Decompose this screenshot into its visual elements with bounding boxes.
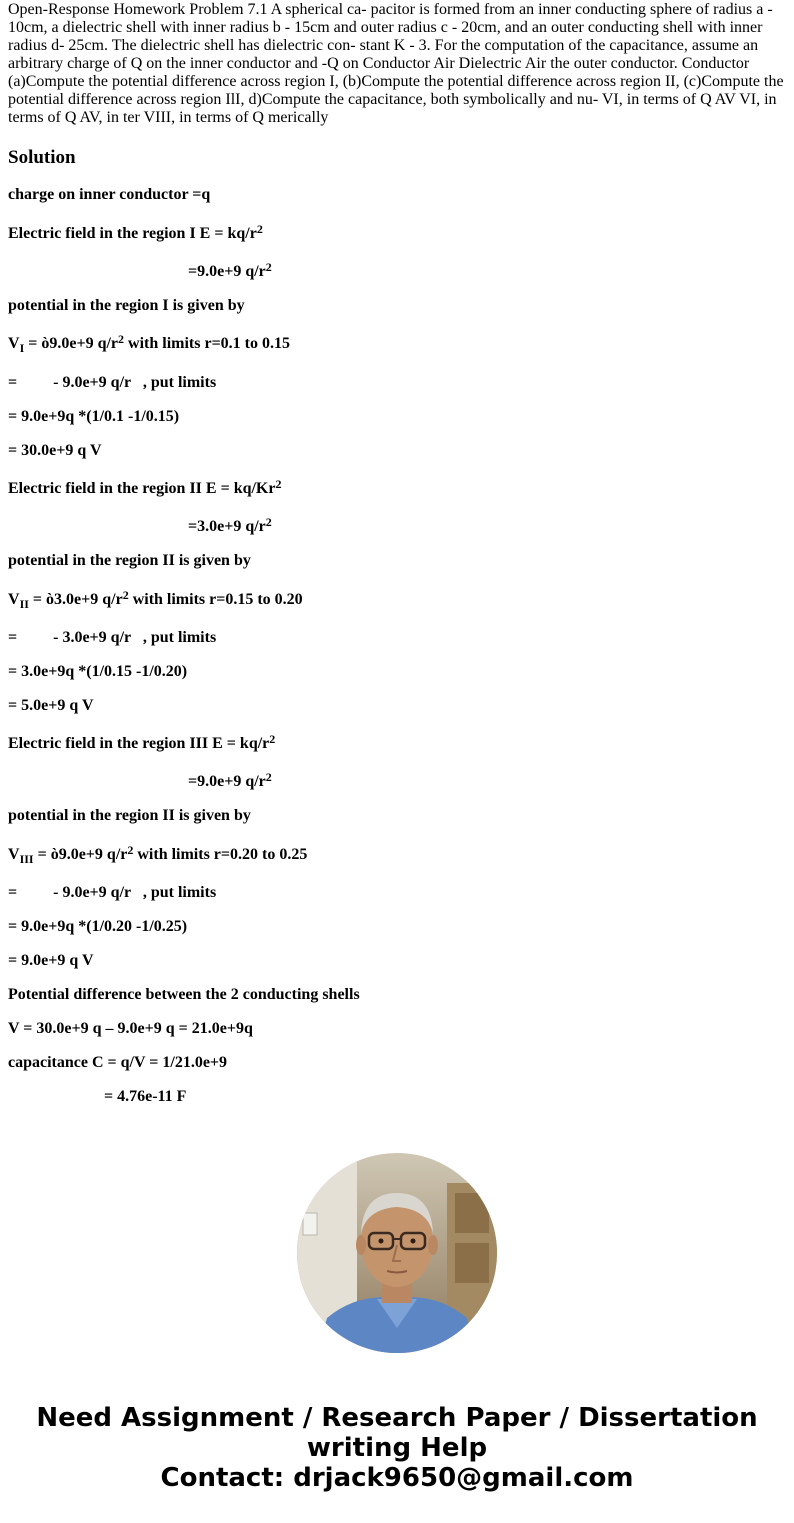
region1-potential-integral: $V_I$ = ò9.0e+9 $q/r^2$ with limits r=0.1 to 0.15 <box>8 332 291 355</box>
region2-field-value: =3.0e+9 $q/r^2$ <box>188 515 272 535</box>
charge-line: charge on inner conductor =q <box>8 186 211 203</box>
region2-potential-integral: $V_{II}$ = ò3.0e+9 $q/r^2$ with limits r=0.15 to 0.20 <box>8 588 303 611</box>
region3-step2: = 9.0e+9q *(1/0.20 -1/0.25) <box>8 918 188 935</box>
region3-step1: = - 9.0e+9 q/r , put limits <box>8 884 217 901</box>
banner-line-1: Need Assignment / Research Paper / Dissertation <box>36 1403 758 1433</box>
region3-field: Electric field in the region III $E = kq/r^2$ <box>8 732 276 752</box>
capacitance-value: = 4.76e-11 F <box>104 1088 187 1105</box>
region3-result: = 9.0e+9 q V <box>8 952 94 969</box>
region1-result: = 30.0e+9 q V <box>8 442 102 459</box>
region3-field-value: =9.0e+9 $q/r^2$ <box>188 770 272 790</box>
region2-result: = 5.0e+9 q V <box>8 697 94 714</box>
author-portrait-image <box>297 1153 497 1353</box>
region2-field: Electric field in the region II $E = kq/Kr^2$ <box>8 477 282 497</box>
author-avatar <box>297 1153 497 1353</box>
problem-statement: Open-Response Homework Problem 7.1 A spherical ca- pacitor is formed from an inner conducting sphere of radius a - 10cm, a dielectric shell with inner radius b - 15cm and outer radius c - 20cm, and an outer conducting shell with inner radius d- 25cm. The dielectric shell has dielectric con- stant K - 3. For the computation of the capacitance, assume an arbitrary charge of Q on the inner conductor and -Q on Conductor Air Dielectric Air the outer conductor. Conductor (a)Compute the potential difference across region I, (b)Compute the potential difference across region II, (c)Compute the potential difference across region IlI, d)Compute the capacitance, both symbolically and nu- VI, in terms of Q AV VI, in terms of Q AV, in ter VIII, in terms of Q merically <box>8 1 784 126</box>
contact-banner <box>0 1403 794 1493</box>
region2-step1: = - 3.0e+9 q/r , put limits <box>8 629 217 646</box>
potential-difference-heading: Potential difference between the 2 conducting shells <box>8 986 360 1003</box>
region1-field-value: =9.0e+9 $q/r^2$ <box>188 260 272 280</box>
region1-step1: = - 9.0e+9 q/r , put limits <box>8 374 217 391</box>
banner-line-2: writing Help <box>306 1433 488 1463</box>
potential-difference-value: V = 30.0e+9 q – 9.0e+9 q = 21.0e+9q <box>8 1020 253 1037</box>
region2-potential-intro: potential in the region II is given by <box>8 552 251 569</box>
solution-heading: Solution <box>8 147 76 168</box>
region2-step2: = 3.0e+9q *(1/0.15 -1/0.20) <box>8 663 188 680</box>
banner-contact-email: Contact: drjack9650@gmail.com <box>160 1463 634 1493</box>
region3-potential-intro: potential in the region II is given by <box>8 807 251 824</box>
region1-step2: = 9.0e+9q *(1/0.1 -1/0.15) <box>8 408 180 425</box>
region1-field: Electric field in the region I $E = kq/r^2$ <box>8 222 263 242</box>
region1-potential-intro: potential in the region I is given by <box>8 297 245 314</box>
capacitance-formula: capacitance C = q/V = 1/21.0e+9 <box>8 1054 228 1071</box>
region3-potential-integral: $V_{III}$ = ò9.0e+9 $q/r^2$ with limits r=0.20 to 0.25 <box>8 843 308 866</box>
